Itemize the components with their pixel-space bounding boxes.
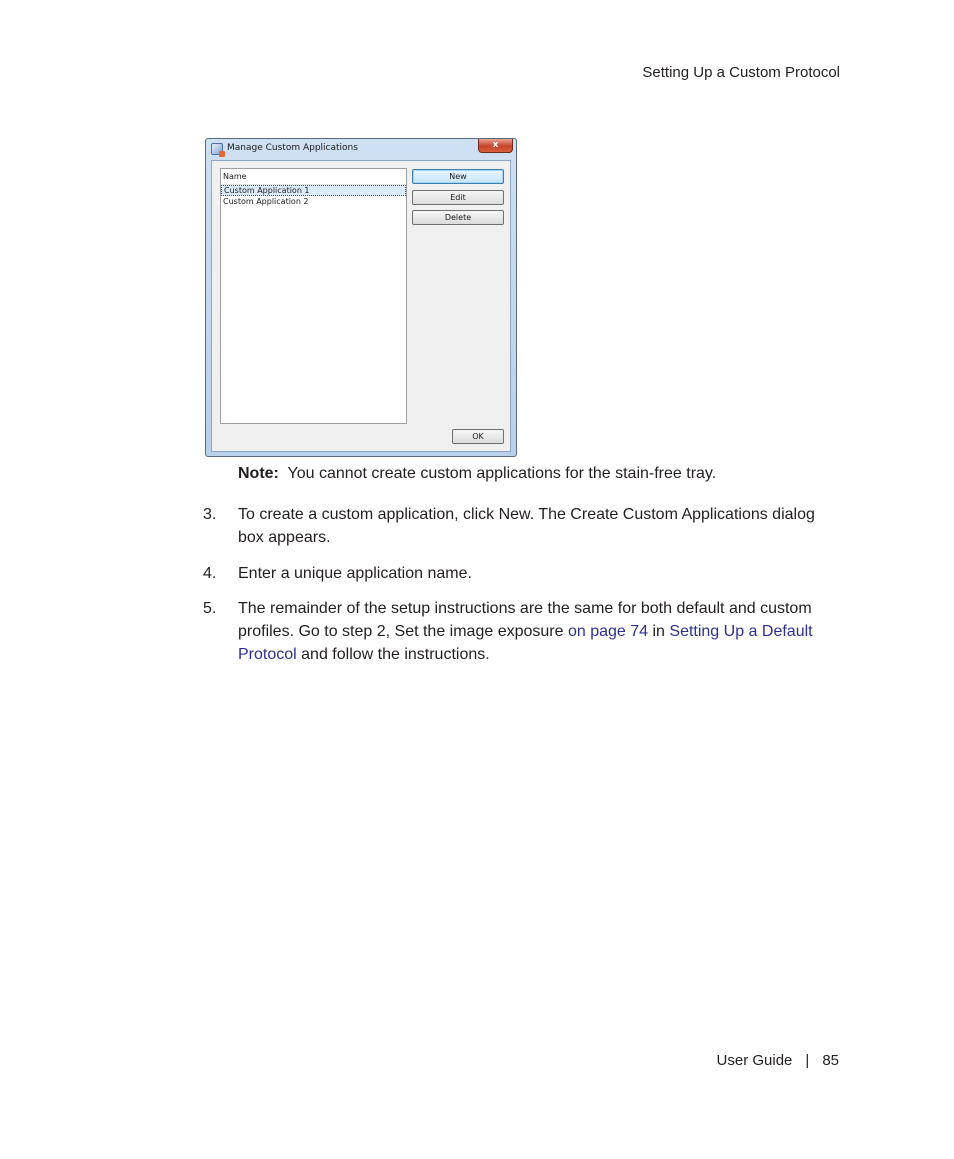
application-icon (211, 143, 223, 155)
step-text (238, 597, 843, 666)
dialog-title: Manage Custom Applications (227, 143, 358, 153)
delete-button[interactable]: Delete (412, 210, 504, 225)
edit-button[interactable]: Edit (412, 190, 504, 205)
step-text: To create a custom application, click New. The Create Custom Applications dialog box appears. (238, 506, 815, 546)
list-column-header-name[interactable]: Name (221, 169, 406, 185)
section-link[interactable]: Setting Up a Default Protocol (238, 623, 813, 663)
footer-separator: | (805, 1052, 810, 1069)
step-5 (203, 597, 843, 666)
ok-button[interactable]: OK (452, 429, 504, 444)
list-item[interactable]: Custom Application 1 (221, 185, 406, 196)
step-number: 5. (203, 600, 217, 617)
manage-custom-applications-dialog (205, 138, 517, 457)
dialog-titlebar (206, 139, 516, 159)
page-footer (717, 1052, 839, 1069)
applications-list[interactable] (220, 168, 407, 424)
step-number: 3. (203, 506, 217, 523)
step-text-part: in (648, 623, 670, 640)
step-4 (203, 562, 843, 585)
note-text: You cannot create custom applications for the stain-free tray. (287, 465, 717, 482)
step-text-part: and follow the instructions. (296, 646, 490, 663)
footer-guide-title: User Guide (716, 1052, 793, 1069)
note-label: Note: (238, 465, 279, 482)
step-text: Enter a unique application name. (238, 565, 472, 582)
page-link[interactable]: on page 74 (567, 623, 649, 640)
note (238, 465, 716, 483)
page-number: 85 (822, 1052, 839, 1069)
dialog-client-area (211, 160, 511, 452)
step-3 (203, 503, 843, 549)
step-text-part: The remainder of the setup instructions are the same for both default and custom profiles. Go to step 2, Set the image exposure (238, 600, 812, 640)
running-header: Setting Up a Custom Protocol (642, 64, 840, 81)
close-button[interactable]: x (478, 139, 513, 153)
step-number: 4. (203, 565, 217, 582)
new-button[interactable]: New (412, 169, 504, 184)
list-item[interactable]: Custom Application 2 (223, 197, 309, 206)
